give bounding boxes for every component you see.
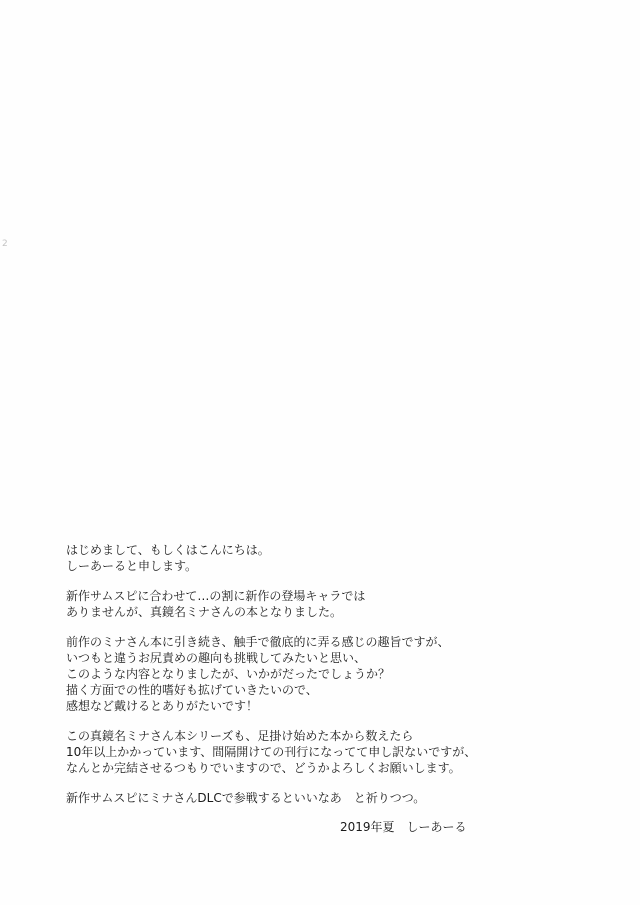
text-line: いつもと違うお尻責めの趣向も挑戦してみたいと思い、 <box>66 651 367 665</box>
text-line: このような内容となりましたが、いかがだったでしょうか？ <box>66 667 391 681</box>
text-line: 描く方面での性的嗜好も拡げていきたいので、 <box>66 683 318 697</box>
signature-date: 2019年夏 <box>340 820 395 834</box>
afterword-text <box>66 542 606 820</box>
paragraph-series <box>66 728 606 776</box>
text-line: なんとか完結させるつもりでいますので、どうかよろしくお願いします。 <box>66 761 461 775</box>
text-line: この真鏡名ミナさん本シリーズも、足掛け始めた本から数えたら <box>66 729 414 743</box>
paragraph-greeting <box>66 542 606 574</box>
text-line: 新作サムスピにミナさんDLCで参戦するといいなあ と祈りつつ。 <box>66 791 426 805</box>
text-line: ありませんが、真鏡名ミナさんの本となりました。 <box>66 605 343 619</box>
text-line: 10年以上かかっています、間隔開けての刊行になってて申し訳ないですが、 <box>66 745 477 759</box>
paragraph-topic <box>66 588 606 620</box>
paragraph-content <box>66 634 606 714</box>
text-line: 新作サムスピに合わせて…の割に新作の登場キャラでは <box>66 589 366 603</box>
text-line: はじめまして、もしくはこんにちは。 <box>66 543 270 557</box>
text-line: 感想など戴けるとありがたいです！ <box>66 699 259 713</box>
text-line: しーあーると申します。 <box>66 559 198 573</box>
signature-author: しーあーる <box>406 820 467 834</box>
signature <box>340 819 467 835</box>
page-number-mark: 2 <box>2 239 8 249</box>
text-line: 前作のミナさん本に引き続き、触手で徹底的に弄る感じの趣旨ですが、 <box>66 635 450 649</box>
paragraph-closing <box>66 790 606 806</box>
